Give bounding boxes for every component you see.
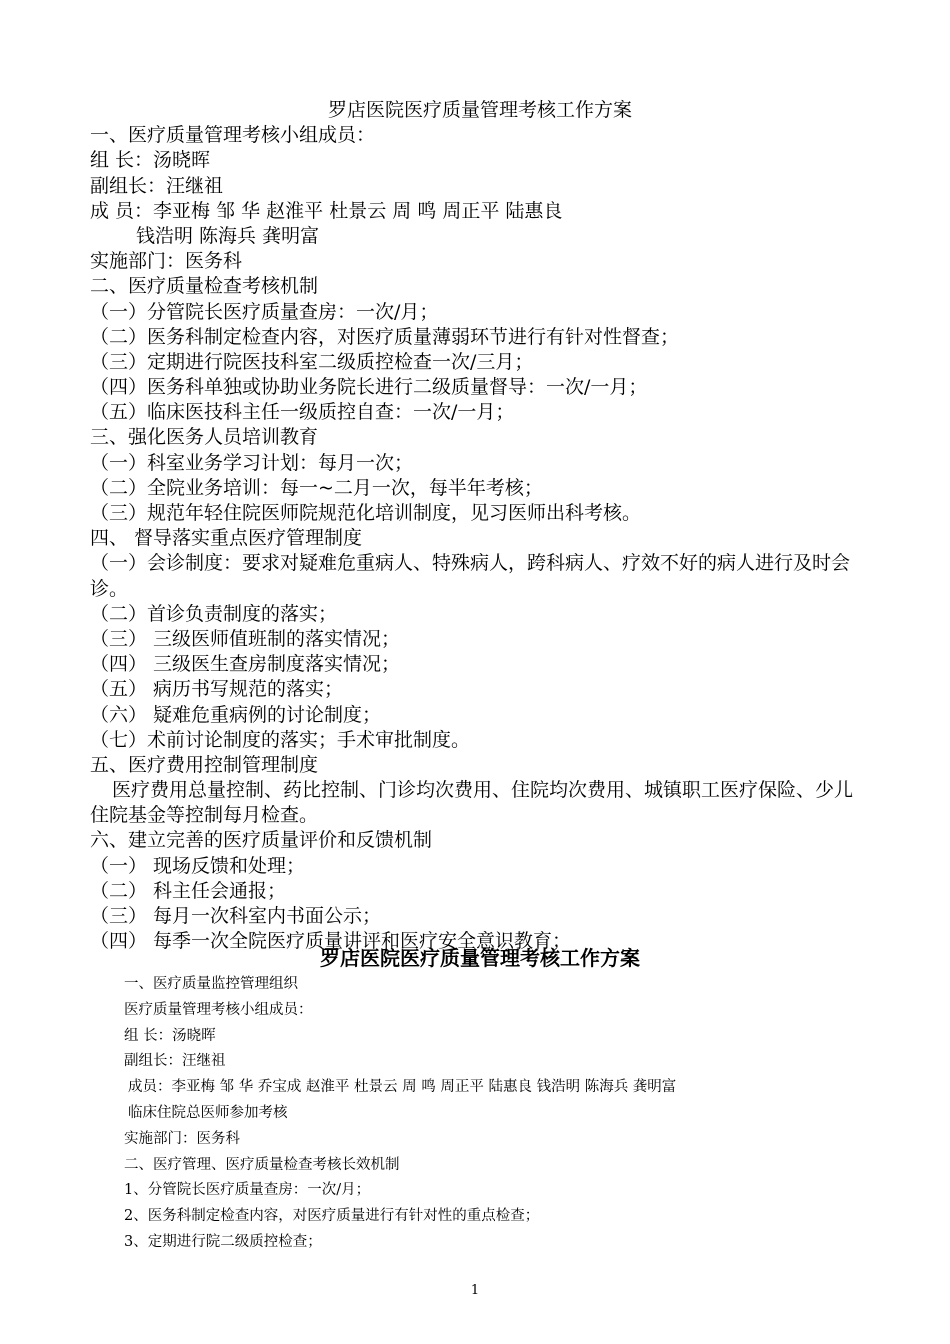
list-item: （四） 三级医生查房制度落实情况；: [90, 653, 401, 676]
leader-line: 组 长：汤晓晖: [124, 1027, 216, 1044]
heading: 二、医疗管理、医疗质量检查考核长效机制: [124, 1156, 400, 1173]
list-item: （六） 疑难危重病例的讨论制度；: [90, 703, 382, 726]
list-item: （四）医务科单独或协助业务院长进行二级质量督导：一次/一月；: [90, 376, 648, 399]
members-line: 成员：李亚梅 邹 华 乔宝成 赵淮平 杜景云 周 鸣 周正平 陆惠良 钱浩明 陈海兵 龚明富: [128, 1079, 677, 1096]
heading-6: 六、建立完善的医疗质量评价和反馈机制: [90, 829, 433, 852]
list-item-wrapped: （一）会诊制度：要求对疑难危重病人、特殊病人，跨科病人、疗效不好的病人进行及时会诊。: [90, 552, 851, 600]
text-line: 医疗质量管理考核小组成员：: [124, 1001, 313, 1018]
heading-3: 三、强化医务人员培训教育: [90, 426, 319, 449]
section-2: [124, 972, 844, 1256]
list-item: （一）科室业务学习计划：每月一次；: [90, 451, 414, 474]
list-item: 3、定期进行院二级质控检查；: [124, 1233, 322, 1250]
heading: 一、医疗质量监控管理组织: [124, 976, 298, 992]
heading-5: 五、医疗费用控制管理制度: [90, 753, 319, 776]
list-item: （二）全院业务培训：每一~二月一次，每半年考核；: [90, 476, 543, 499]
department-line: 实施部门：医务科: [124, 1130, 240, 1147]
list-item: （二）首诊负责制度的落实；: [90, 602, 338, 625]
list-item: （三）规范年轻住院医师院规范化培训制度，见习医师出科考核。: [90, 502, 642, 524]
cost-control-paragraph: 医疗费用总量控制、药比控制、门诊均次费用、住院均次费用、城镇职工医疗保险、少儿住院基金等控制每月检查。: [90, 779, 854, 827]
deputy-leader-line: 副组长：汪继祖: [124, 1053, 226, 1070]
deputy-leader-line: 副组长：汪继祖: [90, 174, 224, 197]
text-line: 临床住院总医师参加考核: [128, 1104, 288, 1121]
heading-4: 四、 督导落实重点医疗管理制度: [90, 527, 363, 550]
list-item: 2、医务科制定检查内容，对医疗质量进行有针对性的重点检查；: [124, 1208, 540, 1225]
list-item: 1、分管院长医疗质量查房：一次/月；: [124, 1182, 371, 1199]
list-item: （三） 每月一次科室内书面公示；: [90, 905, 382, 928]
list-item: （一） 现场反馈和处理；: [90, 854, 306, 877]
section-1: [90, 98, 870, 954]
list-item: （七）术前讨论制度的落实；手术审批制度。: [90, 728, 471, 751]
list-item: （一）分管院长医疗质量查房：一次/月；: [90, 300, 439, 323]
list-item: （二）医务科制定检查内容，对医疗质量薄弱环节进行有针对性督查；: [90, 325, 680, 348]
department-line: 实施部门：医务科: [90, 250, 243, 273]
section-2-title: 罗店医院医疗质量管理考核工作方案: [320, 946, 640, 970]
heading-1: 一、医疗质量管理考核小组成员：: [90, 124, 376, 147]
leader-line: 组 长：汤晓晖: [90, 149, 211, 172]
list-item: （四） 每季一次全院医疗质量讲评和医疗安全意识教育；: [90, 930, 572, 953]
list-item: （三）定期进行院医技科室二级质控检查一次/三月；: [90, 350, 534, 373]
members-line: 成 员：李亚梅 邹 华 赵淮平 杜景云 周 鸣 周正平 陆惠良: [90, 199, 563, 222]
members-line-cont: 钱浩明 陈海兵 龚明富: [136, 224, 320, 247]
list-item: （三） 三级医师值班制的落实情况；: [90, 627, 401, 650]
list-item: （五）临床医技科主任一级质控自查：一次/一月；: [90, 401, 515, 424]
list-item: （二） 科主任会通报；: [90, 879, 287, 902]
page-number: 1: [470, 1283, 480, 1298]
document-title: 罗店医院医疗质量管理考核工作方案: [327, 99, 632, 121]
heading-2: 二、医疗质量检查考核机制: [90, 275, 319, 298]
list-item: （五） 病历书写规范的落实；: [90, 678, 344, 701]
